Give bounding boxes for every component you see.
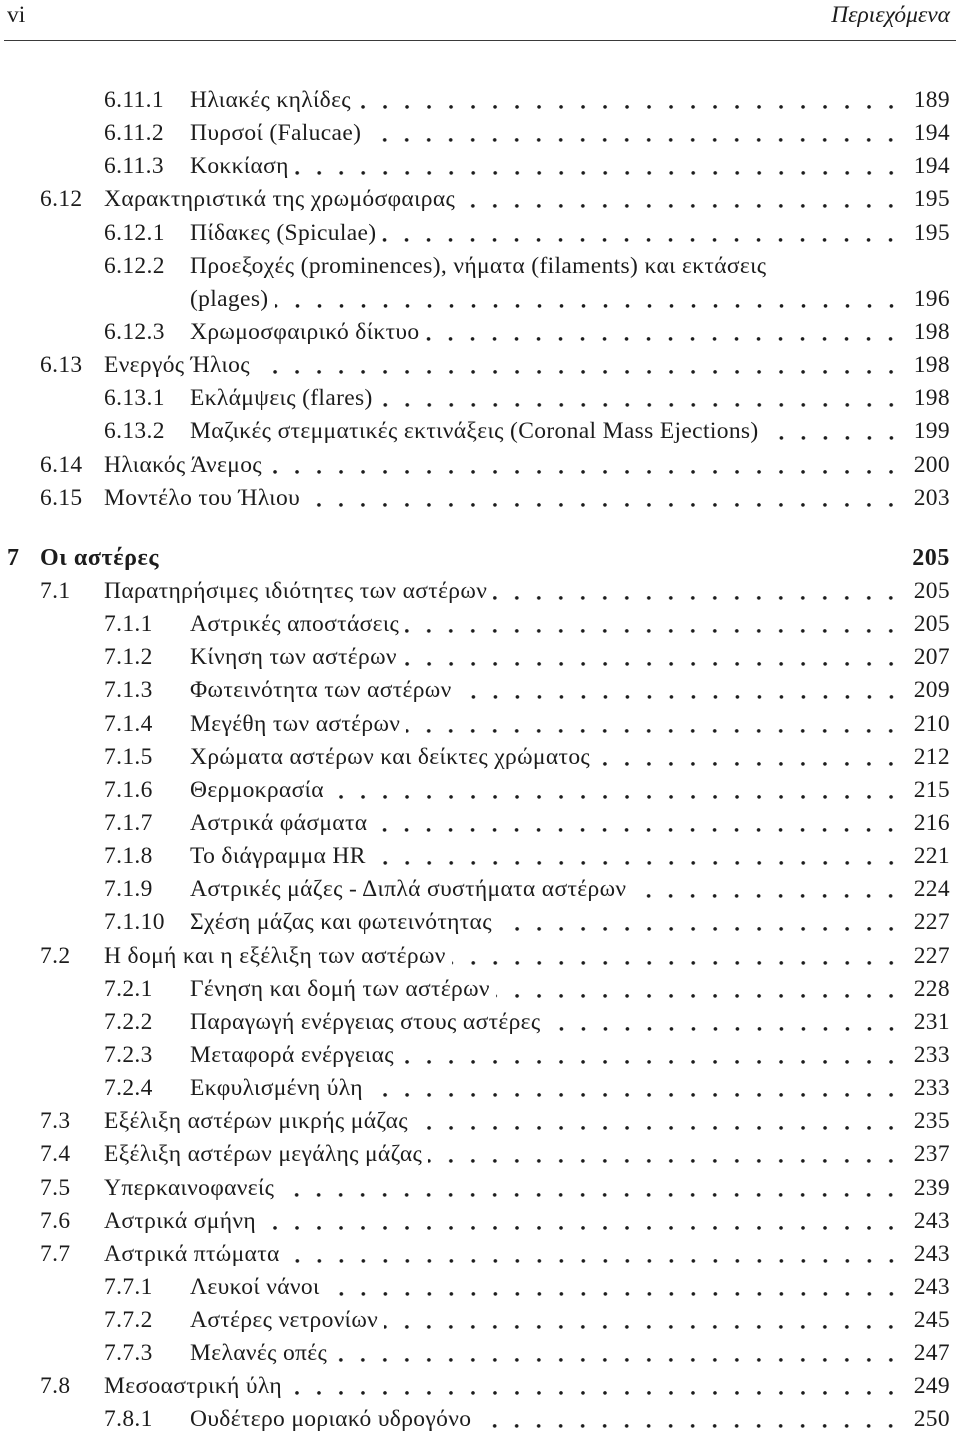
entry-page-number: 247 [913,1340,950,1367]
entry-number: 7.6 [40,1207,71,1234]
entry-title: Πίδακες (Spiculae) [190,219,377,246]
dot-leader [262,1205,898,1238]
toc-subsection-entry [0,1006,950,1039]
entry-page-number: 233 [913,1041,950,1068]
entry-number: 7.1.2 [104,644,153,671]
toc-subsection-entry [0,117,950,150]
entry-title: Αστρικά πτώματα [104,1240,280,1267]
entry-title: Κοκκίαση [190,153,289,180]
toc-subsection-entry [0,807,950,840]
dot-leader [372,840,898,873]
running-title: Περιεχόμενα [831,2,950,28]
entry-number: 7.1.1 [104,611,153,638]
dot-leader [165,542,898,575]
toc-subsection-entry [0,1337,950,1370]
toc-subsection-entry [0,382,950,415]
entry-number: 7.1.4 [104,710,153,737]
toc-subsection-entry [0,708,950,741]
entry-number: 7.5 [40,1174,71,1201]
entry-page-number: 231 [913,1008,950,1035]
toc-subsection-entry [0,316,950,349]
entry-number: 7.3 [40,1108,71,1135]
entry-number: 7.1.7 [104,809,153,836]
entry-title: Ηλιακές κηλίδες [190,87,351,113]
entry-number: 7.7.2 [104,1307,153,1334]
entry-page-number: 195 [913,186,950,213]
entry-number: 7.1.3 [104,677,153,704]
entry-title: Αστρικά σμήνη [104,1207,256,1234]
entry-page-number: 212 [913,743,950,770]
dot-leader [384,1304,898,1337]
entry-page-number: 243 [913,1240,950,1267]
entry-title: Κίνηση των αστέρων [190,644,397,671]
entry-number: 6.12.3 [104,318,165,345]
entry-title: Μεγέθη των αστέρων [190,710,401,737]
toc-subsection-entry [0,1039,950,1072]
toc-subsection-entry [0,250,950,283]
toc-subsection-entry [0,774,950,807]
toc-section-entry [0,1138,950,1171]
entry-page-number: 243 [913,1273,950,1300]
entry-title: Εξέλιξη αστέρων μεγάλης μάζας [104,1141,423,1168]
entry-page-number: 239 [913,1174,950,1201]
dot-leader [382,217,898,250]
entry-number: 6.15 [40,484,83,511]
toc-subsection-entry [0,973,950,1006]
entry-title: Μοντέλο του Ήλιου [104,484,301,511]
dot-leader [493,575,898,608]
dot-leader [379,382,898,415]
entry-title: Αστρικές μάζες - Διπλά συστήματα αστέρων [190,876,627,903]
dot-leader [403,641,898,674]
entry-number: 7.7.3 [104,1340,153,1367]
entry-page-number: 198 [913,352,950,379]
dot-leader [425,316,898,349]
dot-leader [414,1105,898,1138]
entry-page-number: 199 [913,418,950,445]
entry-page-number: 210 [913,710,950,737]
toc-section-entry [0,1370,950,1403]
dot-leader [268,449,898,482]
entry-title: Εξέλιξη αστέρων μικρής μάζας [104,1108,408,1135]
toc-section-entry [0,349,950,382]
toc-subsection-entry [0,873,950,906]
dot-leader [333,1337,898,1370]
entry-number: 7.2.1 [104,975,153,1002]
toc-chapter-entry [0,542,950,575]
entry-page-number: 205 [912,544,950,571]
entry-title: Αστέρες νετρονίων [190,1307,379,1334]
toc-subsection-entry [0,415,950,448]
toc-section-entry [0,183,950,216]
dot-leader [367,117,898,150]
dot-leader [632,873,898,906]
toc-subsection-entry [0,1072,950,1105]
dot-leader [286,1238,898,1271]
dot-leader [406,708,898,741]
entry-number: 6.11.3 [104,153,164,180]
dot-leader [275,283,899,316]
toc-section-entry [0,482,950,515]
dot-leader [452,940,898,973]
entry-title: Ενεργός Ήλιος [104,352,250,379]
toc-subsection-entry [0,84,950,117]
entry-number: 6.11.2 [104,120,164,147]
entry-page-number: 209 [913,677,950,704]
entry-page-number: 224 [913,876,950,903]
entry-page-number: 237 [913,1141,950,1168]
entry-number: 7.4 [40,1141,71,1168]
entry-number: 7.1.8 [104,843,153,870]
entry-number: 6.13.2 [104,418,165,445]
toc-subsection-entry [0,608,950,641]
dot-leader [496,973,898,1006]
entry-number: 7.1 [40,577,71,604]
toc-subsection-entry [0,1271,950,1304]
toc-subsection-entry [0,741,950,774]
entry-number: 6.13.1 [104,385,165,412]
dot-leader [428,1138,898,1171]
dot-leader [477,1403,898,1436]
entry-number: 7.8.1 [104,1406,153,1433]
toc-section-entry [0,1105,950,1138]
entry-page-number: 227 [913,909,950,936]
entry-page-number: 221 [913,843,950,870]
toc-section-entry [0,575,950,608]
entry-title: Μεταφορά ενέργειας [190,1041,394,1068]
entry-number: 7.7 [40,1240,71,1267]
dot-leader [256,349,898,382]
entry-page-number: 198 [913,318,950,345]
entry-title: Η δομή και η εξέλιξη των αστέρων [104,942,446,969]
entry-title: Οι αστέρες [40,544,160,571]
entry-title: Το διάγραμμα HR [190,843,366,870]
entry-page-number: 194 [913,153,950,180]
entry-page-number: 227 [913,942,950,969]
entry-title: Αστρικά φάσματα [190,809,368,836]
entry-page-number: 198 [913,385,950,412]
dot-leader [596,741,898,774]
dot-leader [547,1006,898,1039]
dot-leader [458,674,898,707]
entry-number: 6.12.2 [104,252,165,279]
entry-page-number: 194 [913,120,950,147]
toc-subsection-entry [0,641,950,674]
entry-title: Παραγωγή ενέργειας στους αστέρες [190,1008,541,1035]
entry-number: 7.1.9 [104,876,153,903]
entry-page-number: 205 [913,577,950,604]
entry-number: 7.1.5 [104,743,153,770]
entry-title: Γένηση και δομή των αστέρων [190,975,490,1002]
entry-page-number: 203 [913,484,950,511]
entry-page-number: 233 [913,1075,950,1102]
entry-number: 6.12 [40,186,83,213]
dot-leader [295,150,898,183]
entry-number: 7.2.3 [104,1041,153,1068]
entry-number: 6.14 [40,451,83,478]
dot-leader [306,482,898,515]
table-of-contents [0,84,960,1437]
toc-entry-continuation [0,283,950,316]
toc-subsection-entry [0,1304,950,1337]
toc-section-entry [0,1238,950,1271]
toc-section-entry [0,449,950,482]
entry-number: 7.2.2 [104,1008,153,1035]
dot-leader [373,807,898,840]
entry-title: Φωτεινότητα των αστέρων [190,677,452,704]
entry-page-number: 205 [913,611,950,638]
toc-section-entry [0,940,950,973]
entry-title: Χρωμοσφαιρικό δίκτυο [190,318,420,345]
entry-page-number: 249 [913,1373,950,1400]
toc-subsection-entry [0,906,950,939]
entry-title: Εκφυλισμένη ύλη [190,1075,363,1102]
dot-leader [330,774,898,807]
entry-title: Πυρσοί (Falucae) [190,120,362,147]
dot-leader [765,415,898,448]
entry-number: 7.7.1 [104,1273,153,1300]
entry-number: 6.12.1 [104,219,165,246]
entry-title: Μελανές οπές [190,1340,328,1367]
dot-leader [326,1271,898,1304]
entry-page-number: 196 [913,285,950,312]
entry-title-continuation: (plages) [190,285,269,312]
dot-leader [461,183,898,216]
entry-page-number: 245 [913,1307,950,1334]
entry-title: Εκλάμψεις (flares) [190,385,373,412]
entry-number: 7 [7,544,20,571]
entry-page-number: 189 [913,87,950,113]
dot-leader [357,84,898,117]
toc-subsection-entry [0,217,950,250]
toc-subsection-entry [0,150,950,183]
entry-page-number: 195 [913,219,950,246]
dot-leader [369,1072,898,1105]
entry-title: Λευκοί νάνοι [190,1273,320,1300]
entry-number: 7.1.6 [104,776,153,803]
toc-section-entry [0,1205,950,1238]
header-rule [4,40,956,41]
entry-title: Ηλιακός Άνεμος [104,451,262,478]
dot-leader [400,1039,898,1072]
dot-leader [498,906,898,939]
entry-page-number: 216 [913,809,950,836]
entry-page-number: 207 [913,644,950,671]
toc-subsection-entry [0,674,950,707]
entry-title: Μαζικές στεμματικές εκτινάξεις (Coronal Mass Ejections) [190,418,759,445]
entry-number: 6.11.1 [104,87,164,113]
entry-title: Θερμοκρασία [190,776,324,803]
page-number: vi [7,2,26,28]
entry-title: Μεσοαστρική ύλη [104,1373,283,1400]
entry-title: Σχέση μάζας και φωτεινότητας [190,909,492,936]
entry-page-number: 200 [913,451,950,478]
entry-page-number: 235 [913,1108,950,1135]
entry-title: Παρατηρήσιμες ιδιότητες των αστέρων [104,577,488,604]
dot-leader [405,608,898,641]
entry-title: Προεξοχές (prominences), νήματα (filaments) και εκτάσεις [190,252,767,279]
entry-number: 7.2.4 [104,1075,153,1102]
entry-page-number: 243 [913,1207,950,1234]
toc-section-entry [0,1172,950,1205]
toc-subsection-entry [0,840,950,873]
dot-leader [288,1370,898,1403]
entry-number: 7.2 [40,942,71,969]
entry-page-number: 228 [913,975,950,1002]
entry-page-number: 215 [913,776,950,803]
entry-number: 7.8 [40,1373,71,1400]
entry-title: Ουδέτερο μοριακό υδρογόνο [190,1406,472,1433]
entry-title: Χρώματα αστέρων και δείκτες χρώματος [190,743,591,770]
toc-subsection-entry [0,1403,950,1436]
entry-number: 7.1.10 [104,909,165,936]
entry-title: Χαρακτηριστικά της χρωμόσφαιρας [104,186,456,213]
entry-number: 6.13 [40,352,83,379]
entry-title: Υπερκαινοφανείς [104,1174,275,1201]
entry-page-number: 250 [913,1406,950,1433]
dot-leader [280,1172,898,1205]
entry-title: Αστρικές αποστάσεις [190,611,400,638]
